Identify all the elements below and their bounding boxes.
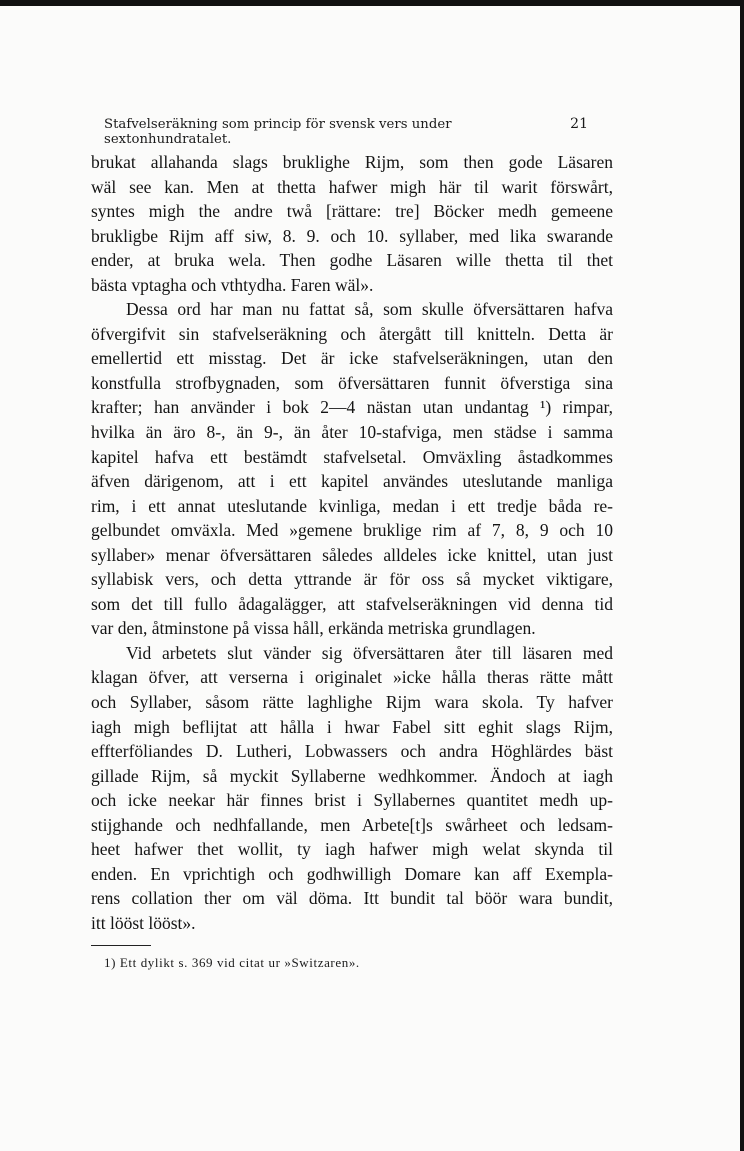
- text-line: syllaber» menar öfversättaren således alldeles icke knittel, utan just: [91, 544, 613, 565]
- text-line: kapitel hafva ett bestämdt stafvelsetal. Omväxling åstadkommes: [91, 446, 613, 467]
- footnote-rule: [91, 945, 151, 946]
- text-line: konstfulla strofbygnaden, som öfversättaren funnit öfverstiga sina: [91, 372, 613, 393]
- scan-edge-top: [0, 0, 744, 6]
- text-line: krafter; han använder i bok 2—4 nästan utan undantag ¹) rimpar,: [91, 397, 613, 418]
- text-line: som det till fullo ådagalägger, att stafvelseräkningen vid denna tid: [91, 593, 613, 614]
- text-line: bästa vptagha och vthtydha. Faren wäl».: [91, 274, 374, 295]
- footnote: 1) Ett dylikt s. 369 vid citat ur »Switzaren».: [104, 955, 360, 970]
- text-line: syllabisk vers, och detta yttrande är för oss så mycket viktigare,: [91, 569, 613, 590]
- text-line: äfven därigenom, att i ett kapitel användes uteslutande manliga: [91, 471, 613, 492]
- page-number: 21: [570, 116, 588, 132]
- text-line: klagan öfver, att verserna i originalet »icke hålla theras rätte mått: [91, 667, 613, 688]
- text-line: var den, åtminstone på vissa håll, erkända metriska grundlagen.: [91, 618, 536, 639]
- running-title: Stafvelseräkning som princip för svensk vers under sextonhundratalet.: [104, 117, 452, 147]
- text-line: hvilka än äro 8-, än 9-, än åter 10-stafviga, men städse i samma: [91, 422, 613, 443]
- text-line: och icke neekar här finnes brist i Syllabernes quantitet medh up-: [91, 790, 613, 811]
- text-line: heet hafwer thet wollit, ty iagh hafwer migh welat skynda til: [91, 839, 613, 860]
- text-line: och Syllaber, såsom rätte laghlighe Rijm wara skola. Ty hafver: [91, 692, 613, 713]
- text-line: iagh migh beflijtat att hålla i hwar Fabel sitt eghit slags Rijm,: [91, 716, 613, 737]
- text-line: Dessa ord har man nu fattat så, som skulle öfversättaren hafva: [126, 299, 613, 320]
- body-text: [91, 150, 613, 936]
- text-line: rim, i ett annat uteslutande kvinliga, medan i ett tredje båda re-: [91, 495, 613, 516]
- text-line: ender, at bruka wela. Then godhe Läsaren wille thetta til thet: [91, 250, 613, 271]
- text-line: emellertid ett misstag. Det är icke stafvelseräkningen, utan den: [91, 348, 613, 369]
- text-line: Vid arbetets slut vänder sig öfversättaren åter till läsaren med: [126, 642, 613, 663]
- scan-edge-right: [740, 0, 744, 1151]
- text-line: brukligbe Rijm aff siw, 8. 9. och 10. syllaber, med lika swarande: [91, 225, 613, 246]
- text-line: rens collation ther om väl döma. Itt bundit tal böör wara bundit,: [91, 888, 613, 909]
- text-line: syntes migh the andre twå [rättare: tre] Böcker medh gemeene: [91, 201, 613, 222]
- text-line: öfvergifvit sin stafvelseräkning och återgått till knitteln. Detta är: [91, 323, 613, 344]
- text-line: itt lööst lööst».: [91, 912, 196, 933]
- running-header: [104, 116, 588, 147]
- text-line: wäl see kan. Men at thetta hafwer migh här til warit förswårt,: [91, 176, 613, 197]
- text-line: effterföliandes D. Lutheri, Lobwassers och andra Höghlärdes bäst: [91, 741, 613, 762]
- text-line: enden. En vprichtigh och godhwilligh Domare kan aff Exempla-: [91, 863, 613, 884]
- text-line: gelbundet omväxla. Med »gemene bruklige rim af 7, 8, 9 och 10: [91, 520, 613, 541]
- text-line: brukat allahanda slags bruklighe Rijm, som then gode Läsaren: [91, 152, 613, 172]
- text-line: gillade Rijm, så myckit Syllaberne wedhkommer. Ändoch at iagh: [91, 765, 613, 786]
- text-line: stijghande och nedhfallande, men Arbete[t]s swårheet och ledsam-: [91, 814, 613, 835]
